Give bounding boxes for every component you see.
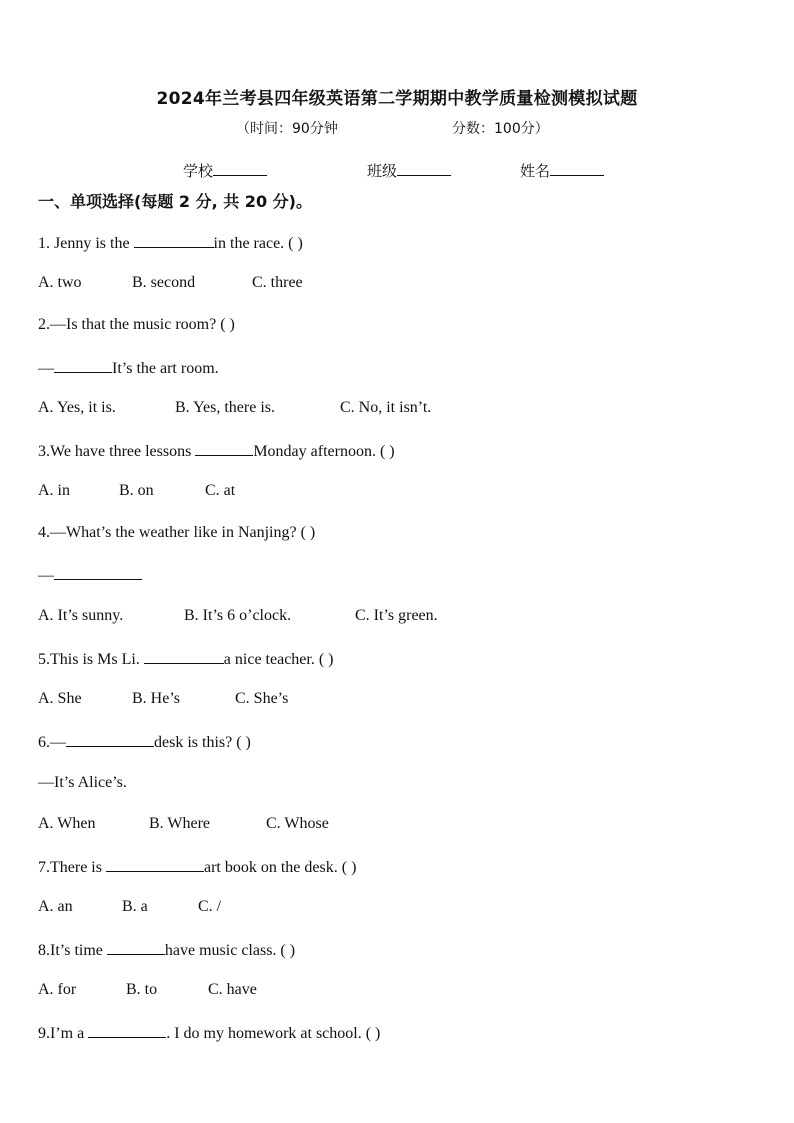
question-7 — [38, 857, 356, 877]
question-1-option-c: C. three — [252, 274, 303, 291]
class-blank — [397, 161, 451, 176]
question-6-blank — [66, 732, 154, 747]
question-8-text-end: have music class. ( ) — [164, 942, 296, 959]
question-5 — [38, 649, 334, 669]
question-4: 4.—What’s the weather like in Nanjing? ( ) — [38, 524, 316, 541]
question-7-blank — [106, 857, 204, 872]
question-5-text: 5.This is Ms Li. — [38, 651, 144, 668]
question-2-option-b: B. Yes, there is. — [175, 399, 276, 416]
question-6-option-c: C. Whose — [266, 815, 329, 832]
question-1-text: 1. Jenny is the — [38, 235, 134, 252]
school-field — [183, 160, 267, 181]
question-7-option-a: A. an — [38, 898, 73, 915]
question-4-option-c: C. It’s green. — [355, 607, 438, 624]
school-blank — [213, 161, 267, 176]
question-5-option-a: A. She — [38, 690, 82, 707]
question-3-option-c: C. at — [205, 482, 236, 499]
question-2-option-a: A. Yes, it is. — [38, 399, 116, 416]
question-9-text: 9.I’m a — [38, 1025, 89, 1042]
question-3-option-b: B. on — [119, 482, 154, 499]
question-4-option-b: B. It’s 6 o’clock. — [184, 607, 292, 624]
question-2-option-c: C. No, it isn’t. — [340, 399, 432, 416]
question-2-dash: — — [38, 360, 54, 377]
question-1-option-a: A. two — [38, 274, 82, 291]
question-2: 2.—Is that the music room? ( ) — [38, 316, 235, 333]
question-6-text-end: desk is this? ( ) — [154, 734, 251, 751]
question-8-option-b: B. to — [126, 981, 158, 998]
question-3-text: 3.We have three lessons — [38, 443, 196, 460]
question-8-option-a: A. for — [38, 981, 77, 998]
school-label: 学校 — [183, 162, 214, 180]
question-9-blank — [88, 1023, 166, 1038]
name-label: 姓名 — [520, 162, 551, 180]
question-3-text-end: Monday afternoon. ( ) — [253, 443, 395, 460]
question-4-blank — [54, 565, 142, 580]
question-4-response — [38, 565, 142, 585]
question-2-response-text: It’s the art room. — [112, 360, 219, 377]
question-9-text-end: . I do my homework at school. ( ) — [166, 1025, 381, 1042]
question-6 — [38, 732, 251, 752]
question-2-response — [38, 358, 219, 378]
question-6-text: 6.— — [38, 734, 66, 751]
question-6-option-a: A. When — [38, 815, 96, 832]
question-6-response: —It’s Alice’s. — [38, 774, 127, 791]
question-5-option-c: C. She’s — [235, 690, 289, 707]
name-field — [520, 160, 604, 181]
class-label: 班级 — [367, 162, 398, 180]
question-7-option-b: B. a — [122, 898, 148, 915]
question-4-option-a: A. It’s sunny. — [38, 607, 124, 624]
question-5-blank — [144, 649, 224, 664]
section-heading: 一、单项选择(每题 2 分, 共 20 分)。 — [38, 192, 312, 211]
question-8-option-c: C. have — [208, 981, 257, 998]
exam-score: 分数：100分） — [452, 121, 549, 137]
question-6-option-b: B. Where — [149, 815, 211, 832]
name-blank — [550, 161, 604, 176]
question-1-option-b: B. second — [132, 274, 196, 291]
question-3-option-a: A. in — [38, 482, 70, 499]
question-7-text-end: art book on the desk. ( ) — [203, 859, 357, 876]
question-9 — [38, 1023, 380, 1043]
question-3-blank — [195, 441, 253, 456]
question-7-option-c: C. / — [198, 898, 222, 915]
question-1-blank — [134, 233, 214, 248]
question-4-dash: — — [38, 567, 54, 584]
class-field — [367, 160, 451, 181]
question-8-text: 8.It’s time — [38, 942, 107, 959]
exam-title: 2024年兰考县四年级英语第二学期期中教学质量检测模拟试题 — [156, 89, 638, 109]
question-7-text: 7.There is — [38, 859, 106, 876]
question-5-text-end: a nice teacher. ( ) — [223, 651, 334, 668]
question-8-blank — [107, 940, 165, 955]
exam-time: （时间：90分钟 — [236, 121, 338, 137]
question-2-blank — [54, 358, 112, 373]
question-1 — [38, 233, 303, 253]
question-8 — [38, 940, 295, 960]
question-3 — [38, 441, 395, 461]
question-1-text-end: in the race. ( ) — [213, 235, 303, 252]
question-5-option-b: B. He’s — [132, 690, 180, 707]
